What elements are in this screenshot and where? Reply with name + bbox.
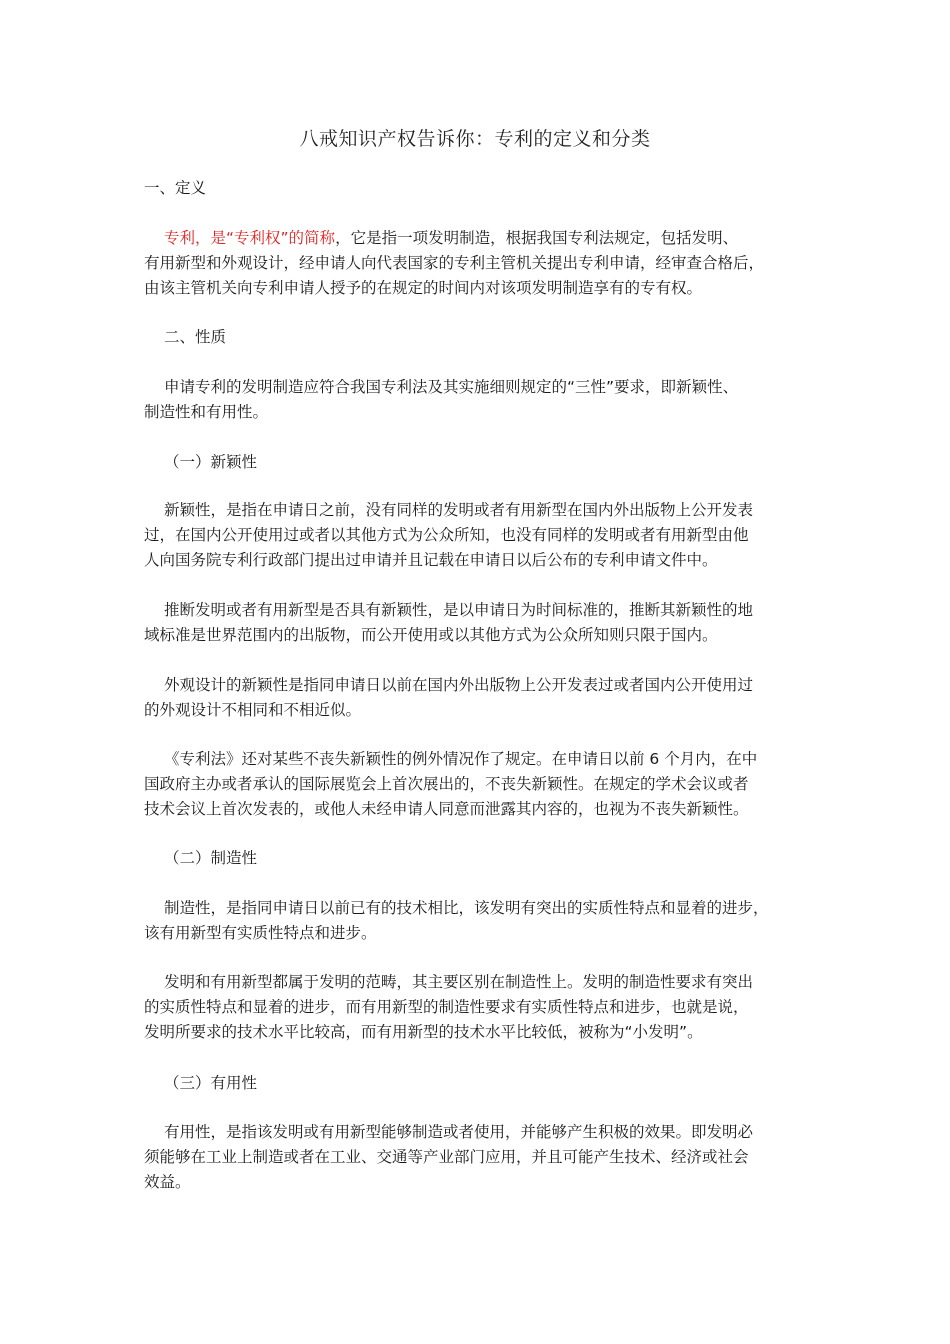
paragraph-novelty-4: 《专利法》还对某些不丧失新颖性的例外情况作了规定。在申请日以前 6 个月内，在中 国政府主办或者承认的国际展览会上首次展出的，不丧失新颖性。在规定的学术会议或者 技术会议上首次发表的，或他人未经申请人同意而泄露其内容的，也视为不丧失新颖性。 — [144, 750, 758, 818]
section-heading-definition: 一、定义 — [144, 179, 207, 197]
section-heading-creativity: （二）制造性 — [164, 849, 258, 867]
paragraph-creativity-2: 发明和有用新型都属于发明的范畴，其主要区别在制造性上。发明的制造性要求有突出 的实质性特点和显着的进步，而有用新型的制造性要求有实质性特点和进步，也就是说， 发明所要求的技术水平比较高，而有用新型的技术水平比较低，被称为“小发明”。 — [144, 973, 754, 1041]
paragraph-utility: 有用性，是指该发明或有用新型能够制造或者使用，并能够产生积极的效果。即发明必 须能够在工业上制造或者在工业、交通等产业部门应用，并且可能产生技术、经济或社会 效益。 — [144, 1123, 754, 1191]
paragraph-novelty-1: 新颖性，是指在申请日之前，没有同样的发明或者有用新型在国内外出版物上公开发表 过，在国内公开使用过或者以其他方式为公众所知，也没有同样的发明或者有用新型由他 人向国务院专利行政部门提出过申请并且记载在申请日以后公布的专利申请文件中。 — [144, 501, 754, 569]
section-heading-nature: 二、性质 — [164, 328, 227, 346]
document-title: 八戒知识产权告诉你：专利的定义和分类 — [299, 128, 651, 150]
paragraph-novelty-2: 推断发明或者有用新型是否具有新颖性，是以申请日为时间标准的，推断其新颖性的地 域标准是世界范围内的出版物，而公开使用或以其他方式为公众所知则只限于国内。 — [144, 601, 754, 644]
section-heading-novelty: （一）新颖性 — [164, 453, 258, 471]
paragraph-nature: 申请专利的发明制造应符合我国专利法及其实施细则规定的“三性”要求，即新颖性、 制造性和有用性。 — [144, 378, 739, 421]
highlighted-phrase: 专利，是“专利权”的简称 — [164, 229, 336, 247]
section-heading-utility: （三）有用性 — [164, 1074, 258, 1092]
paragraph-novelty-3: 外观设计的新颖性是指同申请日以前在国内外出版物上公开发表过或者国内公开使用过 的外观设计不相同和不相近似。 — [144, 676, 754, 719]
paragraph-creativity-1: 制造性，是指同申请日以前已有的技术相比，该发明有突出的实质性特点和显着的进步， 该有用新型有实质性特点和进步。 — [144, 899, 769, 942]
paragraph-definition: 专利，是“专利权”的简称，它是指一项发明制造，根据我国专利法规定，包括发明、 有用新型和外观设计，经申请人向代表国家的专利主管机关提出专利申请，经审查合格后， 由该主管机关向专利申请人授予的在规定的时间内对该项发明制造享有的专有权。 — [144, 229, 765, 297]
